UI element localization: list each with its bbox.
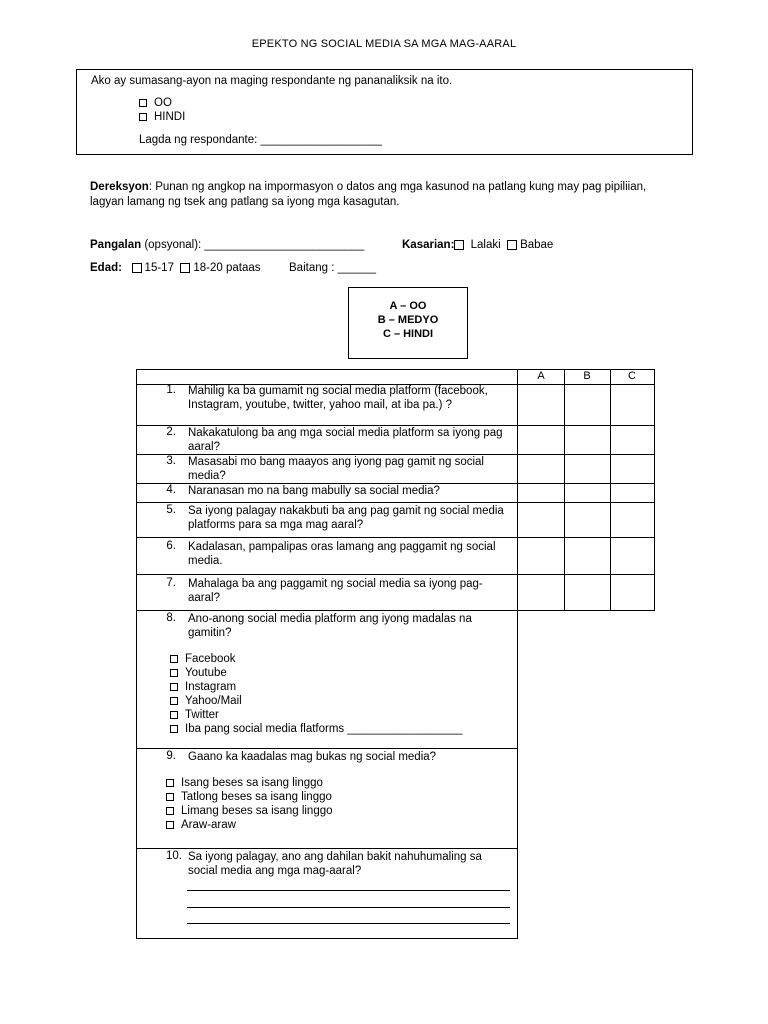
answer-legend: [348, 287, 468, 359]
q8-option[interactable]: Instagram: [170, 680, 236, 694]
consent-option-hindi[interactable]: [139, 111, 185, 123]
q8-option[interactable]: Youtube: [170, 666, 227, 680]
q8-option[interactable]: Yahoo/Mail: [170, 694, 242, 708]
q8-option[interactable]: Twitter: [170, 708, 219, 722]
question-text: Kadalasan, pampalipas oras lamang ang paggamit ng social media.: [188, 541, 496, 567]
option-label: HINDI: [154, 111, 186, 123]
name-label: Pangalan: [90, 239, 142, 251]
q8-option[interactable]: Facebook: [170, 652, 236, 666]
question-text: Nakakatulong ba ang mga social media platform sa iyong pag aaral?: [188, 427, 503, 453]
question-text: Sa iyong palagay nakakbuti ba ang pag gamit ng social media platforms para sa mga mag aaral?: [188, 505, 504, 531]
question-number: 8.: [166, 612, 176, 624]
question-number: 5.: [166, 504, 176, 516]
sex-option-female: Babae: [520, 239, 554, 251]
column-header-a: A: [537, 370, 545, 382]
legend-item: C – HINDI: [382, 328, 434, 340]
directions: [90, 180, 670, 210]
checkbox-icon[interactable]: [166, 779, 174, 787]
checkbox-icon[interactable]: [170, 669, 178, 677]
age-label: Edad:: [90, 262, 122, 274]
question-text: Gaano ka kaadalas mag bukas ng social media?: [188, 751, 437, 763]
checkbox-icon[interactable]: [139, 99, 147, 107]
checkbox-icon[interactable]: [132, 263, 142, 273]
checkbox-icon[interactable]: [170, 711, 178, 719]
question-text: Mahalaga ba ang paggamit ng social media sa iyong pag-aaral?: [188, 578, 483, 604]
question-number: 2.: [166, 426, 176, 438]
answer-line[interactable]: [187, 907, 510, 908]
checkbox-icon[interactable]: [170, 655, 178, 663]
name-note: (opsyonal): _________________________: [141, 239, 365, 251]
q9-option[interactable]: Araw-araw: [166, 818, 236, 832]
grade-field[interactable]: Baitang : ______: [289, 262, 376, 274]
checkbox-icon[interactable]: [139, 113, 147, 121]
checkbox-icon[interactable]: [170, 683, 178, 691]
question-text: Naranasan mo na bang mabully sa social media?: [188, 485, 440, 497]
sex-label: Kasarian:: [402, 239, 455, 251]
column-header-b: B: [583, 370, 591, 382]
column-header-c: C: [628, 370, 636, 382]
legend-item: A – OO: [389, 300, 427, 312]
question-text: Sa iyong palagay, ano ang dahilan bakit nahuhumaling sa social media ang mga mag-aaral?: [188, 851, 482, 877]
answer-line[interactable]: [187, 890, 510, 891]
checkbox-icon[interactable]: [507, 240, 517, 250]
question-number: 4.: [166, 484, 176, 496]
question-number: 7.: [166, 577, 176, 589]
answer-line[interactable]: [187, 923, 510, 924]
q9-option[interactable]: Isang beses sa isang linggo: [166, 776, 323, 790]
checkbox-icon[interactable]: [170, 725, 178, 733]
question-number: 9.: [166, 750, 176, 762]
age-option-2: 18-20 pataas: [193, 262, 261, 274]
age-option-1: 15-17: [144, 262, 174, 274]
q9-option[interactable]: Tatlong beses sa isang linggo: [166, 790, 332, 804]
checkbox-icon[interactable]: [166, 793, 174, 801]
directions-label: Dereksyon: [90, 181, 149, 193]
directions-text: : Punan ng angkop na impormasyon o datos ang mga kasunod na patlang kung may pag pipiliian, lagyan lamang ng tsek ang patlang sa iyong mga kasagutan.: [90, 181, 647, 208]
checkbox-icon[interactable]: [170, 697, 178, 705]
q8-option[interactable]: Iba pang social media flatforms __________________: [170, 722, 462, 736]
sex-option-male: Lalaki: [470, 239, 501, 251]
question-number: 3.: [166, 455, 176, 467]
checkbox-icon[interactable]: [166, 807, 174, 815]
consent-option-oo[interactable]: [139, 97, 172, 109]
checkbox-icon[interactable]: [166, 821, 174, 829]
question-text: Mahilig ka ba gumamit ng social media platform (facebook, Instagram, youtube, twitter, yahoo mail, at iba pa.) ?: [188, 385, 488, 411]
q9-option[interactable]: Limang beses sa isang linggo: [166, 804, 333, 818]
sex-field: [402, 239, 553, 251]
checkbox-icon[interactable]: [454, 240, 464, 250]
question-number: 10.: [166, 850, 182, 862]
name-field[interactable]: [90, 239, 364, 251]
checkbox-icon[interactable]: [180, 263, 190, 273]
page-title: EPEKTO NG SOCIAL MEDIA SA MGA MAG-AARAL: [251, 38, 517, 50]
age-field: [90, 262, 261, 274]
question-number: 6.: [166, 540, 176, 552]
option-label: OO: [154, 97, 172, 109]
consent-box: [76, 69, 693, 155]
consent-statement: Ako ay sumasang-ayon na maging respondante ng pananaliksik na ito.: [91, 75, 453, 87]
question-text: Ano-anong social media platform ang iyong madalas na gamitin?: [188, 613, 472, 639]
question-text: Masasabi mo bang maayos ang iyong pag gamit ng social media?: [188, 456, 484, 482]
question-number: 1.: [166, 384, 176, 396]
legend-item: B – MEDYO: [377, 314, 439, 326]
signature-field[interactable]: Lagda ng respondante: ___________________: [139, 134, 383, 146]
